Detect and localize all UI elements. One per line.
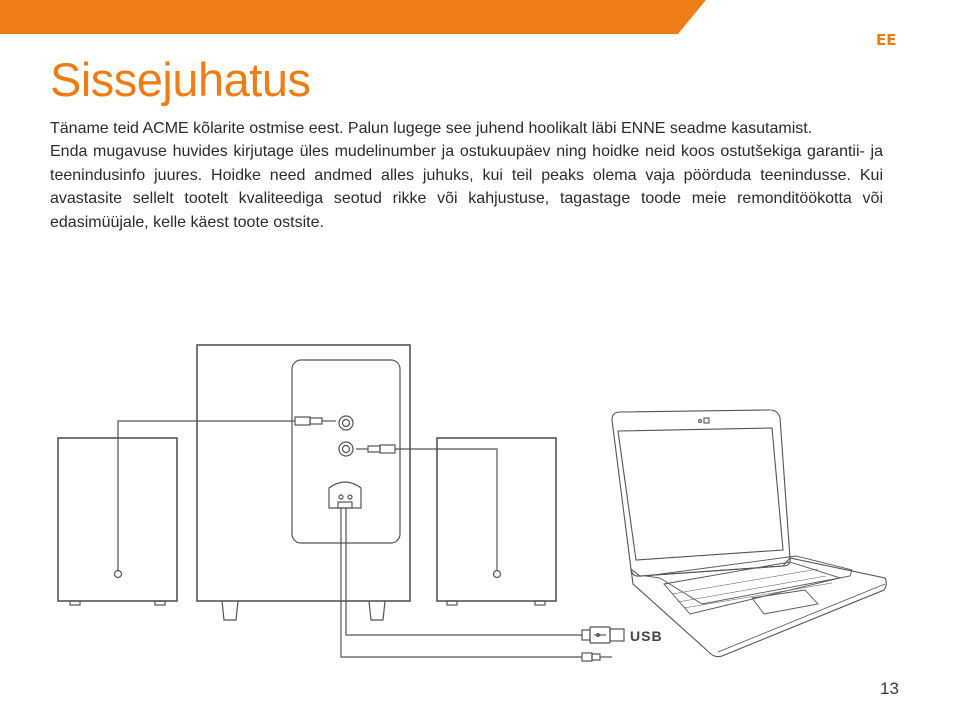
- top-orange-band: [0, 0, 954, 34]
- language-code: EE: [876, 31, 897, 49]
- connection-diagram: [0, 330, 954, 670]
- rca-plug-right: [356, 445, 497, 571]
- intro-paragraph-1: Täname teid ACME kõlarite ostmise eest. Palun lugege see juhend hoolikalt läbi ENNE seadme kasutamist.: [50, 120, 813, 137]
- laptop-icon: [612, 410, 886, 657]
- intro-text: [50, 117, 883, 234]
- subwoofer-icon: [197, 345, 410, 620]
- usb-plug-icon: [582, 627, 663, 644]
- usb-label: USB: [630, 628, 663, 644]
- audio-jack-icon: [582, 653, 612, 661]
- page-title: Sissejuhatus: [50, 53, 311, 106]
- rca-plug-left: [118, 417, 336, 571]
- page-number: 13: [880, 679, 899, 698]
- intro-paragraph-2: Enda mugavuse huvides kirjutage üles mudelinumber ja ostukuupäev ning hoidke neid koos ostutšekiga garantii- ja teenindusinfo juures. Hoidke need andmed alles juhuks, kui teil peaks olema vaja pöörduda teenindusse. Kui avastasite sellelt tootelt kvaliteediga seotud rikke või kahjustuse, tagastage toode meie remonditöökotta või edasimüüjale, kelle käest toote ostsite.: [50, 143, 883, 231]
